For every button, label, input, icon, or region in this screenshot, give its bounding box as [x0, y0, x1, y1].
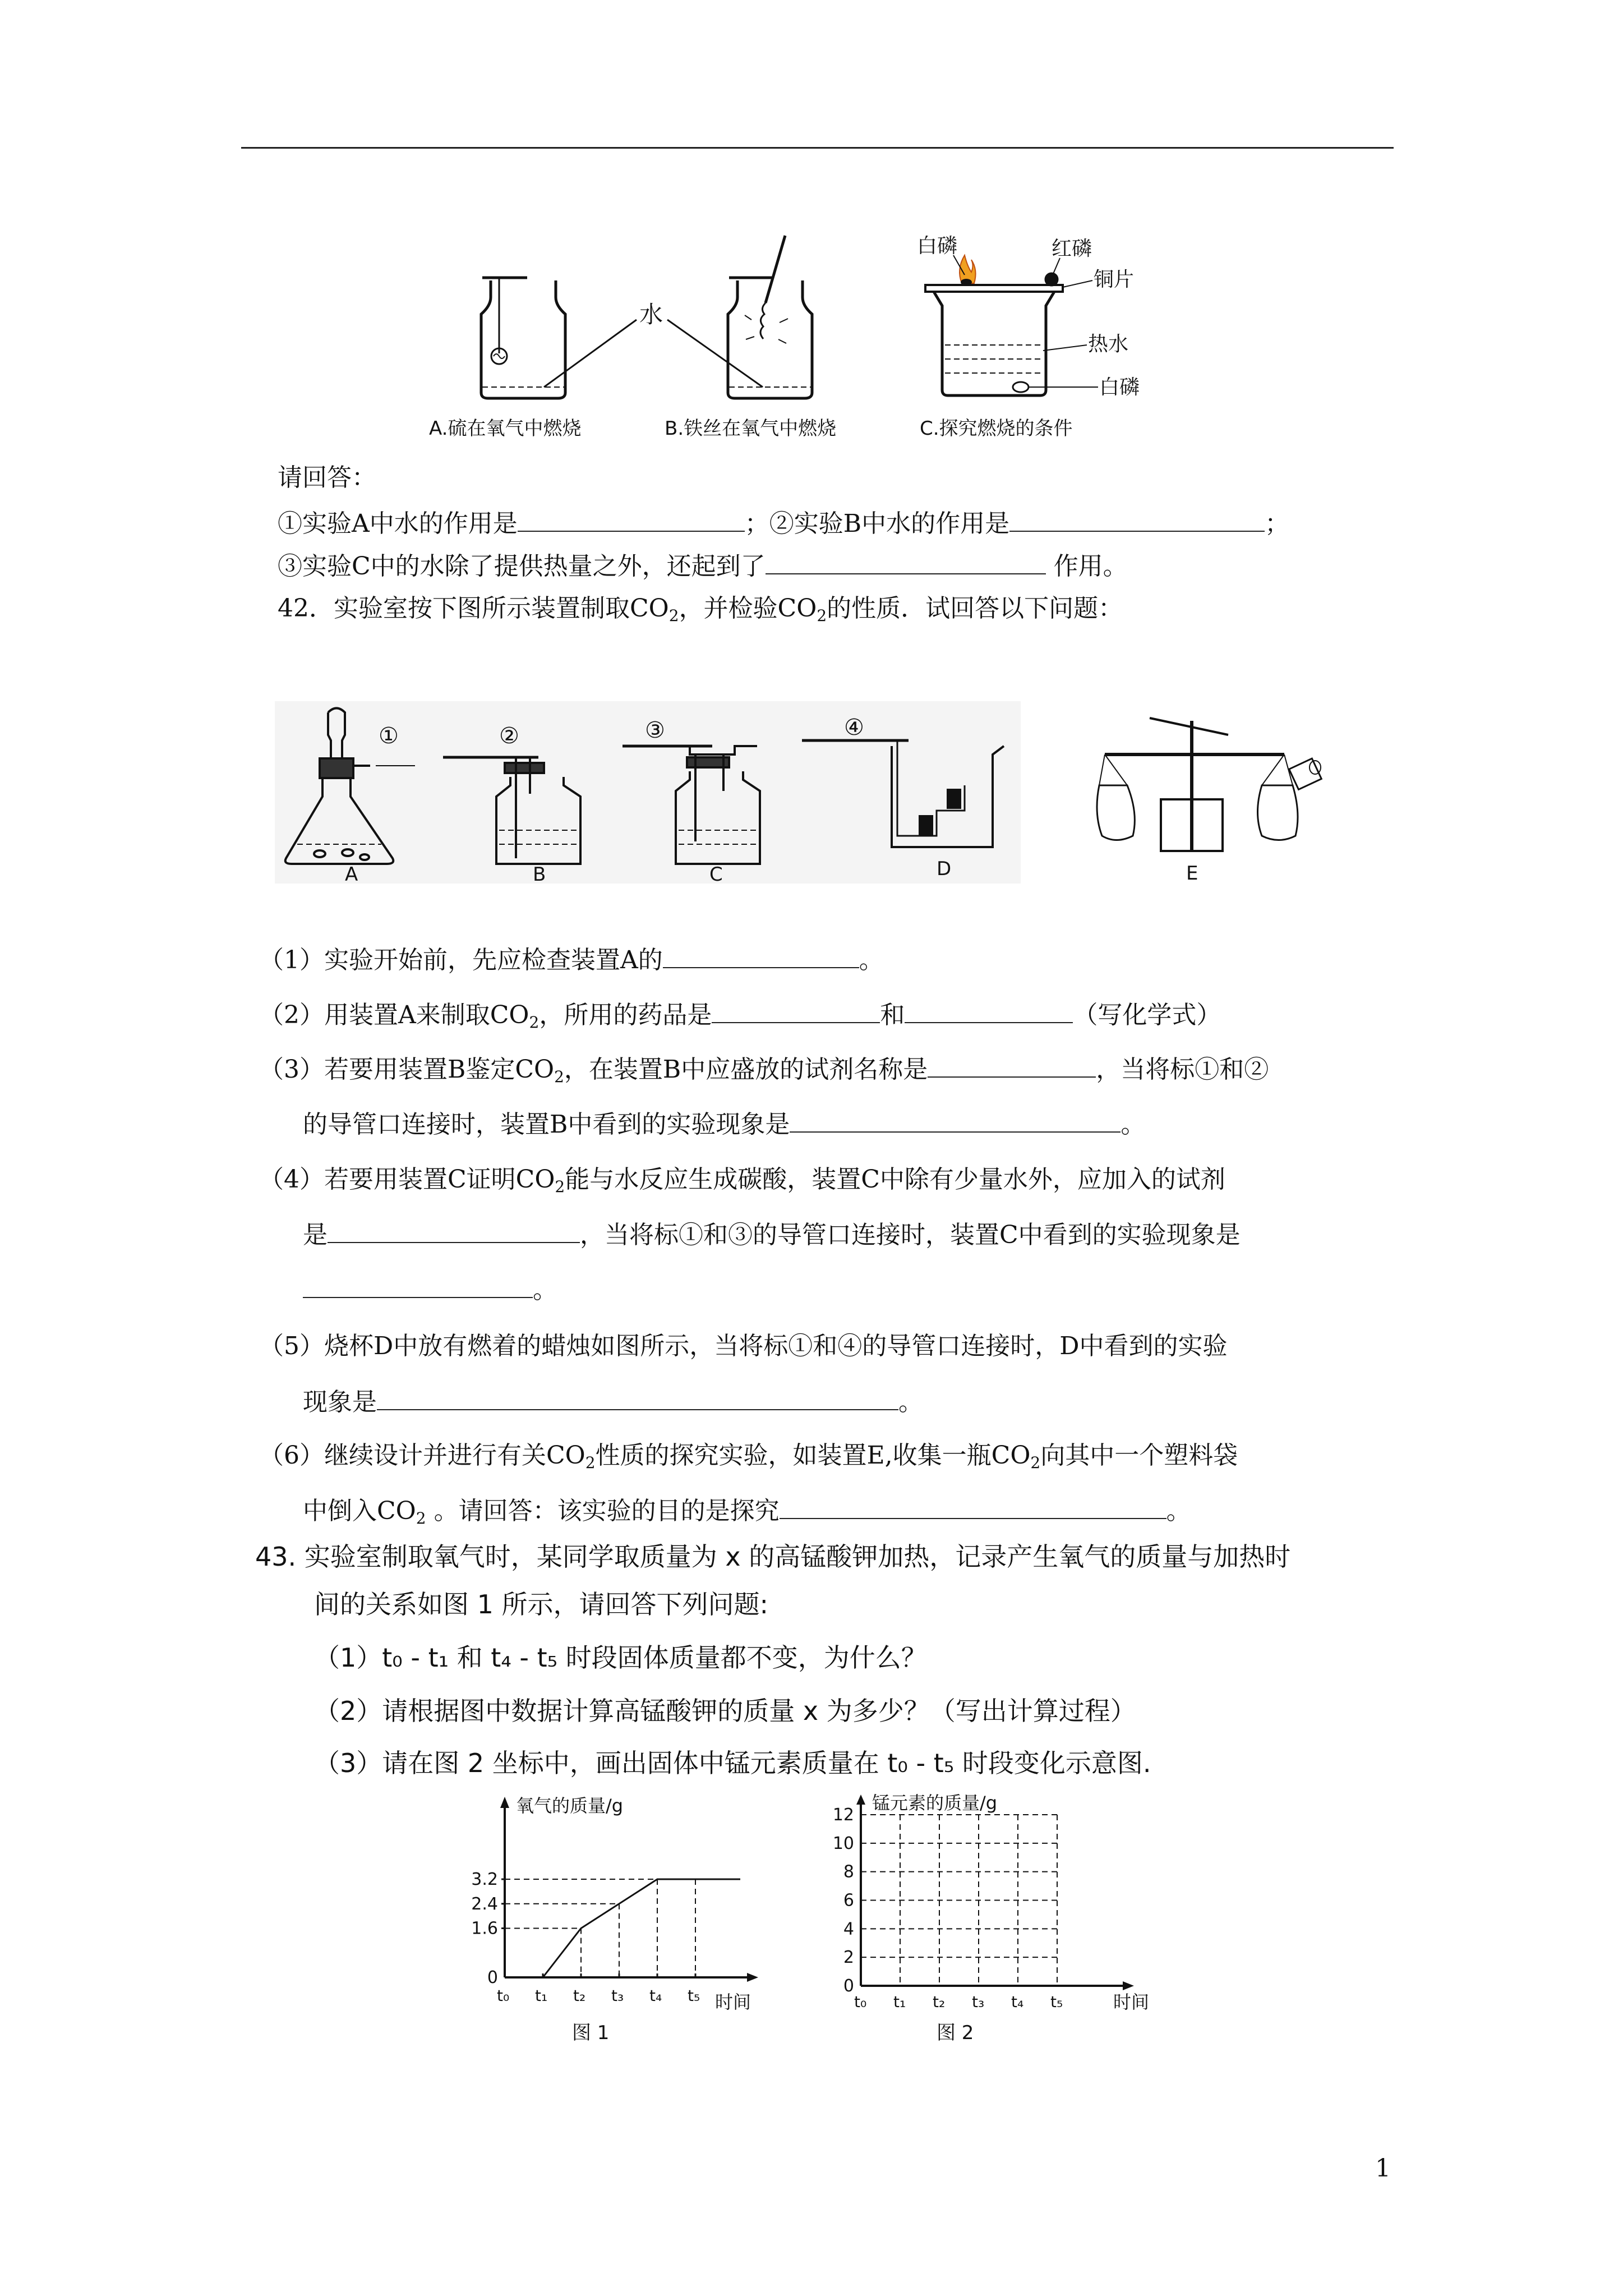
- answer-blank[interactable]: [766, 549, 1046, 574]
- tube-label-2: ②: [499, 723, 519, 749]
- apparatus-e-label: E: [1186, 862, 1198, 885]
- hot-water-label: 热水: [1088, 333, 1129, 356]
- red-phosphorus-label: 红磷: [1052, 237, 1092, 260]
- white-phosphorus-bottom-label: 白磷: [1099, 376, 1140, 399]
- answer-blank[interactable]: [712, 997, 880, 1023]
- figure-41-combustion: [415, 224, 1189, 449]
- x-tick-label: t₀: [497, 1986, 510, 2005]
- x-tick-label: t₁: [893, 1993, 906, 2011]
- q43-line2: 间的关系如图 1 所示，请回答下列问题:: [314, 1589, 769, 1619]
- q42-part4-cont: 是 ，当将标①和③的导管口连接时，装置C中看到的实验现象是: [303, 1217, 1241, 1252]
- answer-blank[interactable]: [790, 1107, 1121, 1133]
- answer-blank[interactable]: [1009, 506, 1265, 532]
- caption-c: C.探究燃烧的条件: [920, 417, 1073, 440]
- y-tick-label: 12: [832, 1805, 854, 1825]
- answer-blank[interactable]: [928, 1052, 1096, 1078]
- x-axis-arrow: [1123, 1981, 1134, 1990]
- q42-intro: 42．实验室按下图所示装置制取$CO_2$，并检验$CO_2$的性质．试回答以下问题：: [278, 594, 1123, 625]
- x-tick-label: t₃: [972, 1993, 985, 2011]
- q42-part3: （3）若要用装置B鉴定$CO_2$，在装置B中应盛放的试剂名称是 ，当将标①和②: [259, 1052, 1269, 1094]
- apparatus-b-label: B: [533, 863, 546, 884]
- header-rule: [241, 147, 1394, 149]
- y-axis-label: 锰元素的质量/g: [872, 1792, 998, 1814]
- y-axis-label: 氧气的质量/g: [516, 1795, 624, 1816]
- figure-42-apparatus: [275, 701, 1021, 884]
- y-tick-label: 2: [843, 1948, 854, 1968]
- y-tick-label: 2.4: [471, 1894, 498, 1914]
- figure-42-balance-e: [1094, 701, 1368, 886]
- chart-title: 图 1: [572, 2022, 610, 2044]
- caption-b: B.铁丝在氧气中燃烧: [665, 417, 837, 440]
- jar-b-iron: [728, 236, 812, 398]
- y-tick-label: 8: [843, 1862, 854, 1882]
- beaker-c: [925, 255, 1063, 395]
- q42-part5-cont: 现象是 。: [303, 1384, 923, 1419]
- q41-prompt: 请回答：: [278, 463, 376, 492]
- apparatus-d-label: D: [937, 858, 952, 880]
- q42-part3-cont: 的导管口连接时，装置B中看到的实验现象是 。: [303, 1107, 1145, 1142]
- answer-blank[interactable]: [377, 1384, 898, 1410]
- chart-oxygen-mass: [460, 1792, 796, 2050]
- x-tick-label: t₅: [1050, 1993, 1063, 2011]
- y-tick-label: 3.2: [471, 1870, 498, 1889]
- copper-sheet-label: 铜片: [1094, 268, 1135, 291]
- q41-line2: ③实验C中的水除了提供热量之外，还起到了 作用。: [278, 549, 1128, 583]
- x-tick-label: t₂: [933, 1993, 946, 2011]
- answer-blank[interactable]: [663, 942, 859, 968]
- q42-part4: （4）若要用装置C证明$CO_2$能与水反应生成碳酸，装置C中除有少量水外，应加入的试剂: [259, 1165, 1225, 1196]
- q42-part4-cont2: 。: [303, 1272, 557, 1307]
- q42-part6-cont: 中倒入$CO_2$ 。请回答：该实验的目的是探究 。: [303, 1493, 1191, 1535]
- x-axis-label: 时间: [715, 1991, 751, 2013]
- answer-blank[interactable]: [518, 506, 745, 532]
- y-tick-label: 0: [487, 1968, 498, 1987]
- x-tick-label: t₂: [573, 1986, 586, 2005]
- y-axis-arrow: [500, 1797, 509, 1808]
- series-line: [505, 1879, 740, 1977]
- apparatus-a-label: A: [345, 863, 358, 884]
- q43-line3: （1）t₀ - t₁ 和 t₄ - t₅ 时段固体质量都不变，为什么？: [314, 1642, 927, 1673]
- q42-part6: （6）继续设计并进行有关$CO_2$性质的探究实验，如装置E,收集一瓶$CO_2$向其中一个塑料袋: [259, 1441, 1238, 1472]
- q42-part5: （5）烧杯D中放有燃着的蜡烛如图所示，当将标①和④的导管口连接时，D中看到的实验: [259, 1332, 1228, 1360]
- x-tick-label: t₄: [1011, 1993, 1024, 2011]
- answer-blank[interactable]: [905, 997, 1073, 1023]
- tube-label-4: ④: [844, 715, 864, 740]
- chart-manganese-mass: [813, 1792, 1200, 2050]
- y-tick-label: 0: [843, 1976, 854, 1996]
- q43-line5: （3）请在图 2 坐标中，画出固体中锰元素质量在 t₀ - t₅ 时段变化示意图.: [314, 1748, 1151, 1778]
- y-tick-label: 1.6: [471, 1918, 498, 1939]
- x-tick-label: t₁: [535, 1986, 548, 2005]
- q42-part2: （2）用装置A来制取$CO_2$，所用的药品是 和 （写化学式）: [259, 997, 1221, 1039]
- x-tick-label: t₄: [649, 1986, 662, 2005]
- q42-part1: （1）实验开始前，先应检查装置A的 。: [259, 942, 884, 977]
- y-tick-label: 6: [843, 1890, 854, 1911]
- apparatus-c-label: C: [709, 863, 723, 884]
- tube-label-1: ①: [379, 723, 399, 749]
- x-tick-label: t₅: [688, 1986, 700, 2005]
- q43-line1: 43. 实验室制取氧气时，某同学取质量为 x 的高锰酸钾加热，记录产生氧气的质量与加热时: [255, 1542, 1291, 1572]
- chart-title: 图 2: [937, 2022, 974, 2044]
- water-label: 水: [639, 301, 663, 328]
- caption-a: A.硫在氧气中燃烧: [429, 417, 582, 440]
- answer-blank[interactable]: [780, 1493, 1166, 1519]
- answer-blank[interactable]: [328, 1217, 580, 1243]
- x-tick-label: t₃: [611, 1986, 624, 2005]
- tube-label-3: ③: [645, 717, 665, 743]
- white-phosphorus-top-label: 白磷: [917, 234, 958, 257]
- page-number: 1: [1375, 2154, 1391, 2183]
- q41-line1: ①实验A中水的作用是 ；②实验B中水的作用是 ；: [278, 506, 1289, 541]
- answer-blank[interactable]: [303, 1272, 533, 1298]
- y-axis-arrow: [856, 1795, 865, 1805]
- y-tick-label: 10: [832, 1833, 854, 1853]
- x-axis-arrow: [747, 1973, 758, 1982]
- q43-line4: （2）请根据图中数据计算高锰酸钾的质量 x 为多少？（写出计算过程）: [314, 1696, 1136, 1726]
- x-axis-label: 时间: [1113, 1991, 1150, 2013]
- x-tick-label: t₀: [854, 1993, 867, 2011]
- y-tick-label: 4: [843, 1919, 854, 1939]
